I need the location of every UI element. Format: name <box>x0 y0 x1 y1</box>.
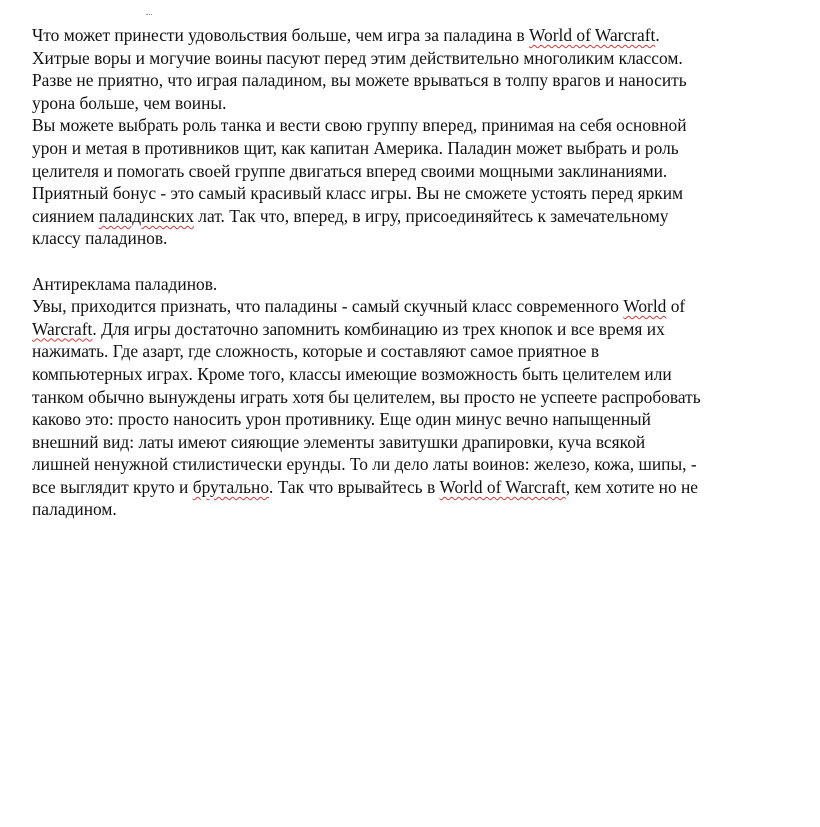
text-run: нажимать. Где азарт, где сложность, которые и составляют самое приятное в <box>32 341 600 362</box>
text-run: целителя и помогать своей группе двигаться вперед своими мощными заклинаниями. <box>32 160 668 181</box>
text-run: Антиреклама паладинов. <box>32 273 218 294</box>
text-run: внешний вид: латы имеют сияющие элементы завитушки драпировки, куча всякой <box>32 431 646 452</box>
text-line <box>32 295 812 318</box>
spellcheck-flagged-word: World of Warcraft <box>529 25 656 45</box>
text-line <box>32 137 812 160</box>
text-run: Вы можете выбрать роль танка и вести свою группу вперед, принимая на себя основной <box>32 115 687 136</box>
text-run: Приятный бонус - это самый красивый класс игры. Вы не сможете устоять перед ярким <box>32 183 684 204</box>
document-page[interactable] <box>32 24 812 521</box>
paragraph-praise <box>32 24 812 250</box>
text-line <box>32 498 812 521</box>
text-line <box>32 386 812 409</box>
text-run: Увы, приходится признать, что паладины - самый скучный класс современного <box>32 296 624 317</box>
text-line <box>32 363 812 386</box>
spellcheck-flagged-word: брутально <box>192 476 270 497</box>
text-run: , кем хотите но не <box>565 476 699 497</box>
text-run: урона больше, чем воины. <box>32 92 227 113</box>
spellcheck-flagged-word: World of Warcraft <box>439 476 566 497</box>
text-line <box>32 114 812 137</box>
text-line <box>32 24 812 47</box>
text-line <box>32 273 812 296</box>
text-run: Разве не приятно, что играя паладином, вы можете врываться в толпу врагов и наносить <box>32 70 687 91</box>
text-line <box>32 476 812 499</box>
text-line <box>32 205 812 228</box>
text-line <box>32 160 812 183</box>
text-run: классу паладинов. <box>32 228 168 249</box>
text-run: каково это: просто наносить урон противнику. Еще один минус вечно напыщенный <box>32 409 651 430</box>
text-run: . Для игры достаточно запомнить комбинацию из трех кнопок и все время их <box>92 318 665 339</box>
text-run: . Так что врывайтесь в <box>269 476 440 497</box>
text-line <box>32 408 812 431</box>
text-run: лишней ненужной стилистически ерунды. То ли дело латы воинов: железо, кожа, шипы, - <box>32 454 697 475</box>
text-run: of <box>666 296 686 317</box>
spellcheck-flagged-word: Warcraft <box>32 318 93 339</box>
text-run: паладином. <box>32 499 117 520</box>
text-run: лат. Так что, вперед, в игру, присоединяйтесь к замечательному <box>193 205 669 226</box>
text-line <box>32 69 812 92</box>
text-run: все выглядит круто и <box>32 476 193 497</box>
cursor-artifact <box>146 14 152 17</box>
text-run: . <box>655 25 660 45</box>
spellcheck-flagged-word: паладинских <box>98 205 194 226</box>
text-run: сиянием <box>32 205 99 226</box>
text-line <box>32 431 812 454</box>
text-line <box>32 318 812 341</box>
text-run: Хитрые воры и могучие воины пасуют перед этим действительно многоликим классом. <box>32 47 683 68</box>
text-run: Что может принести удовольствия больше, чем игра за паладина в <box>32 25 530 45</box>
text-line <box>32 340 812 363</box>
text-run: урон и метая в противников щит, как капитан Америка. Паладин может выбрать и роль <box>32 137 679 158</box>
text-run: танком обычно вынуждены играть хотя бы целителем, вы просто не успеете распробовать <box>32 386 701 407</box>
blank-line <box>32 250 812 273</box>
spellcheck-flagged-word: World <box>623 296 667 317</box>
text-line <box>32 182 812 205</box>
paragraph-anti-ad <box>32 273 812 522</box>
text-run: компьютерных играх. Кроме того, классы имеющие возможность быть целителем или <box>32 363 672 384</box>
text-line <box>32 92 812 115</box>
text-line <box>32 47 812 70</box>
text-line <box>32 227 812 250</box>
text-line <box>32 453 812 476</box>
